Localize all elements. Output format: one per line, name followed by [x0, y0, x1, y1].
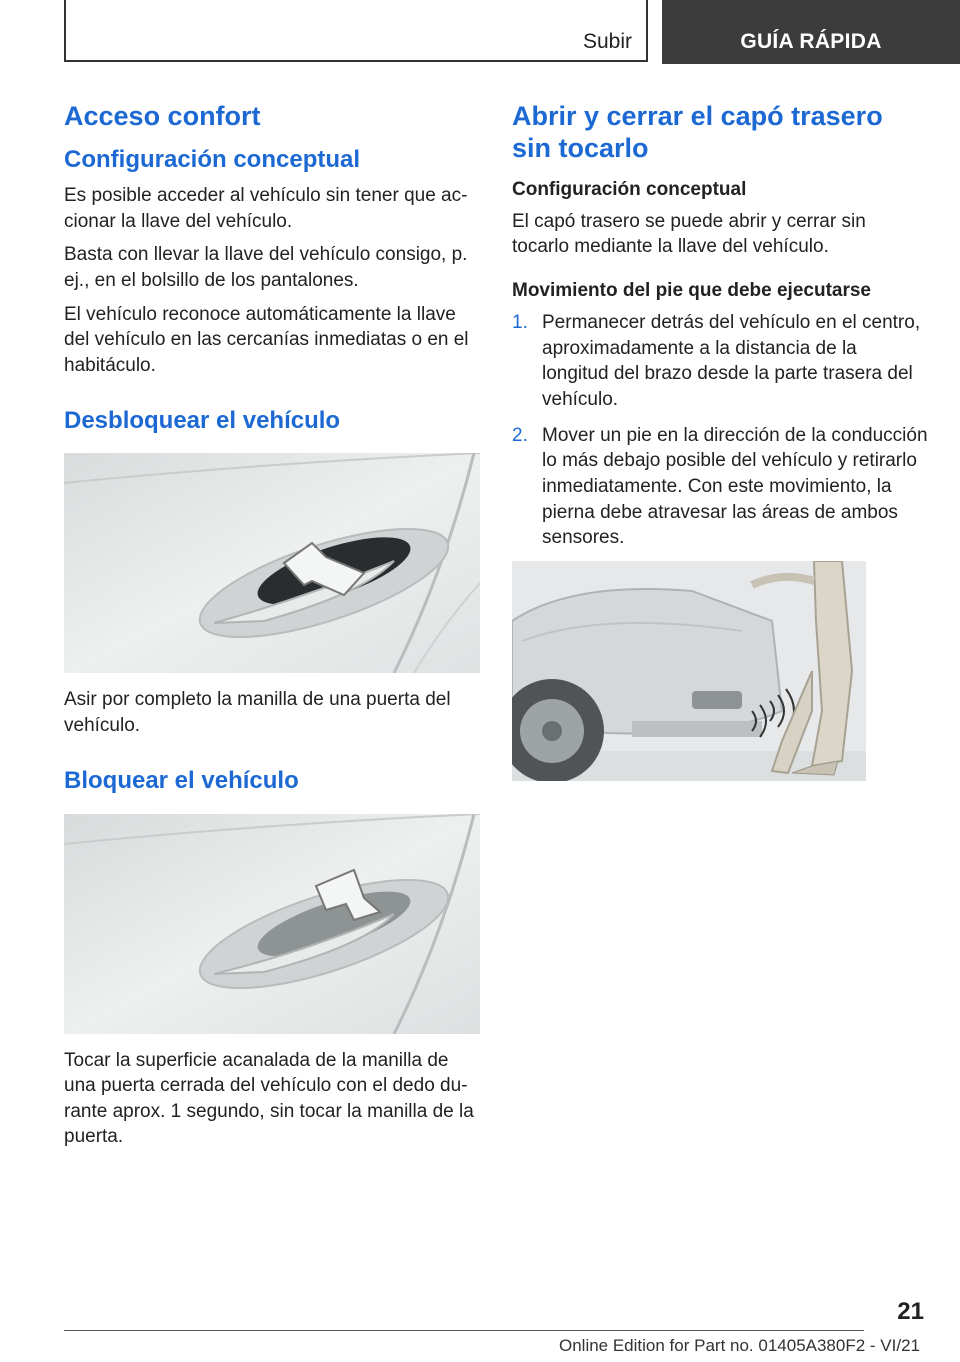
paragraph: El capó trasero se puede abrir y cerrar sin tocarlo mediante la llave del vehículo.	[512, 210, 866, 258]
section-tab-label: GUÍA RÁPIDA	[740, 30, 882, 53]
paragraph: Es posible acceder al vehículo sin tener que accionar la llave del vehículo.	[64, 185, 468, 232]
subir-button[interactable]	[64, 0, 648, 62]
footer-edition-text: Online Edition for Part no. 01405A380F2 - VI/21	[558, 1336, 920, 1355]
heading-desbloquear: Desbloquear el vehículo	[64, 406, 341, 434]
page-number: 21	[897, 1298, 924, 1325]
heading-configuracion-conceptual: Configuración conceptual	[64, 146, 361, 174]
paragraph: Basta con llevar la llave del vehículo consigo, p. ej., en el bolsillo de los pantalones.	[64, 244, 468, 292]
subheading-movimiento: Movimiento del pie que debe ejecutarse	[512, 280, 871, 302]
heading-bloquear: Bloquear el vehículo	[64, 766, 299, 794]
door-handle-touch-illustration	[64, 814, 480, 1034]
step-text: Permanecer detrás del vehículo en el centro, aproximadamente a la distancia de la longitud del brazo desde la parte trasera del vehículo.	[542, 312, 921, 410]
section-title-capo-trasero: Abrir y cerrar el capó trasero sin tocarlo	[512, 101, 883, 164]
left-column	[64, 100, 480, 1158]
paragraph: Tocar la superficie acanalada de la manilla de una puerta cerrada del vehículo con el dedo durante aprox. 1 segundo, sin tocar la manilla de la puerta.	[64, 1049, 474, 1148]
step-number: 2.	[512, 424, 528, 446]
paragraph: El vehículo reconoce automáticamente la llave del vehículo en las cercanías inmediatas o en el habitáculo.	[64, 303, 469, 377]
right-column	[512, 100, 928, 781]
footer-divider	[64, 1330, 864, 1331]
paragraph: Asir por completo la manilla de una puerta del vehículo.	[64, 689, 451, 737]
tailgate-kick-illustration	[512, 561, 866, 781]
subheading-configuracion: Configuración conceptual	[512, 178, 747, 200]
section-tab-guia-rapida[interactable]	[662, 0, 960, 64]
door-handle-grip-illustration	[64, 453, 480, 673]
top-navigation	[64, 0, 960, 64]
list-item	[512, 423, 928, 551]
step-number: 1.	[512, 312, 528, 334]
section-title-acceso-confort: Acceso confort	[64, 101, 261, 131]
subir-label: Subir	[582, 30, 632, 53]
steps-list	[512, 310, 928, 551]
list-item	[512, 310, 928, 413]
step-text: Mover un pie en la dirección de la conducción lo más debajo posible del vehículo y retirarlo inmediatamente. Con este movimiento, la pierna debe atravesar las áreas de ambos sensores.	[542, 424, 928, 549]
